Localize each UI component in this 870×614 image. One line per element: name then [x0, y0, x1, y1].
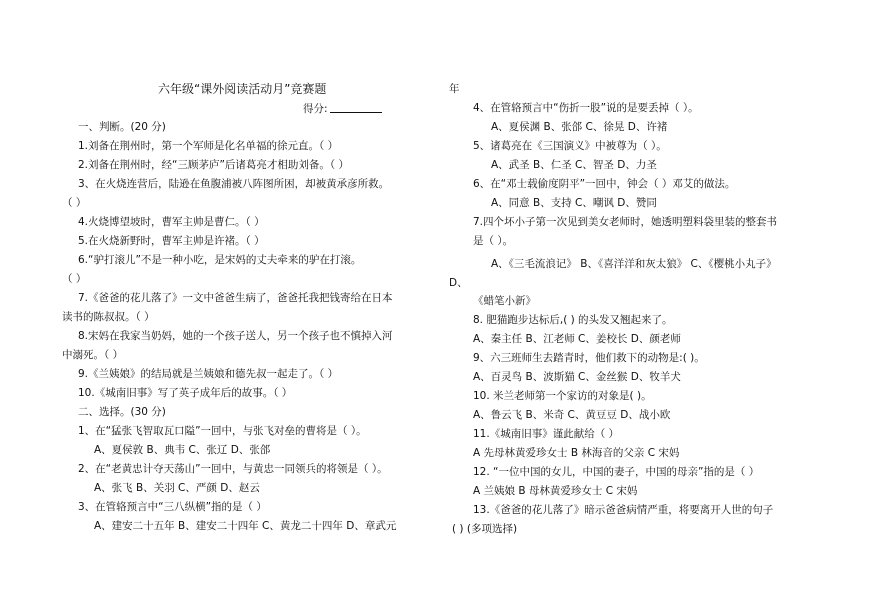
section1-line: 9.《兰姨娘》的结局就是兰姨娘和德先叔一起走了。（ ） [78, 368, 339, 380]
year-fragment: 年 [449, 83, 460, 95]
section2-heading: 二、选择。(30 分) [78, 406, 166, 418]
section2-line: A、建安二十五年 B、建安二十四年 C、黄龙二十四年 D、章武元 [94, 520, 397, 532]
score-blank [330, 101, 382, 113]
section2-line: A、张飞 B、关羽 C、严颜 D、赵云 [94, 482, 260, 494]
right-line: 6、在“邓士载偷度阴平”一回中，钟会（ ）邓艾的做法。 [473, 178, 736, 190]
right-line: 是（ ）。 [473, 235, 514, 247]
section1-line: 中溺死。（ ） [62, 349, 124, 361]
section1-line: 7.《爸爸的花儿落了》一文中爸爸生病了，爸爸托我把钱寄给在日本 [78, 292, 393, 304]
right-line: D、 [449, 277, 468, 289]
section1-line: 3、在火烧连营后，陆逊在鱼腹浦被八阵图所困，却被黄承彦所救。 [78, 178, 390, 190]
section1-line: 10.《城南旧事》写了英子成年后的故事。（ ） [78, 387, 293, 399]
section1-line: 4.火烧博望坡时，曹军主帅是曹仁。（ ） [78, 216, 265, 228]
score-field [303, 101, 382, 116]
page-title: 六年级“课外阅读活动月”竞赛题 [158, 82, 327, 96]
section2-line: 1、在“猛张飞智取瓦口隘”一回中，与张飞对垒的曹将是（ ）。 [78, 425, 367, 437]
section1-line: 5.在火烧新野时，曹军主帅是许褚。（ ） [78, 235, 265, 247]
right-line: A 先母林黄爱珍女士 B 林海音的父亲 C 宋妈 [473, 447, 680, 459]
right-line: A、《三毛流浪记》 B、《喜洋洋和灰太狼》 C、《樱桃小丸子》 [491, 258, 777, 270]
right-line: A、秦主任 B、江老师 C、姜校长 D、颜老师 [473, 333, 681, 345]
section1-line: 读书的陈叔叔。（ ） [62, 311, 155, 323]
right-line: A、同意 B、支持 C、嘲讽 D、赞同 [491, 197, 657, 209]
right-line: A、鲁云飞 B、米奇 C、黄豆豆 D、战小欧 [473, 409, 671, 421]
right-line: A、夏侯渊 B、张郃 C、徐晃 D、许褚 [491, 121, 668, 133]
section1-line: 2.刘备在荆州时，经“三顾茅庐”后诸葛亮才相助刘备。（ ） [78, 159, 349, 171]
right-line: A、百灵鸟 B、波斯猫 C、金丝猴 D、牧羊犬 [473, 371, 681, 383]
score-label: 得分: [303, 103, 328, 115]
section1-heading: 一、判断。(20 分) [78, 121, 166, 133]
section1-line: （ ） [62, 197, 87, 209]
right-line: 11.《城南旧事》谨此献给（ ） [473, 428, 620, 440]
section1-line: 1.刘备在荆州时，第一个军师是化名单福的徐元直。（ ） [78, 140, 339, 152]
right-line: 12. “一位中国的女儿，中国的妻子，中国的母亲”指的是（ ） [473, 466, 760, 478]
right-line: A 兰姨娘 B 母林黄爱珍女士 C 宋妈 [473, 485, 638, 497]
right-line: 8. 肥猫跑步达标后,( ) 的头发又翘起来了。 [473, 314, 673, 326]
right-line: 《蜡笔小新》 [473, 295, 536, 307]
right-line: 7.四个坏小子第一次见到美女老师时，她透明塑料袋里装的整套书 [473, 216, 778, 228]
right-line: 9、六三班师生去踏青时，他们救下的动物是:( )。 [473, 352, 705, 364]
section1-line: （ ） [62, 273, 87, 285]
right-line: 5、诸葛亮在《三国演义》中被尊为（ ）。 [473, 140, 667, 152]
right-line: 10. 米兰老师第一个家访的对象是( )。 [473, 390, 652, 402]
section2-line: 3、在管辂预言中“三八纵横”指的是（ ） [78, 501, 267, 513]
right-line: A、武圣 B、仁圣 C、智圣 D、力圣 [491, 159, 657, 171]
section1-line: 8.宋妈在我家当奶妈，她的一个孩子送人，另一个孩子也不慎掉入河 [78, 330, 393, 342]
right-line: 4、在管辂预言中“伤折一股”说的是要丢掉（ ）。 [473, 102, 699, 114]
section1-line: 6.“驴打滚儿”不是一种小吃，是宋妈的丈夫牵来的驴在打滚。 [78, 254, 362, 266]
right-line: 13.《爸爸的花儿落了》暗示爸爸病情严重，将要离开人世的句子 [473, 504, 774, 516]
section2-line: A、夏侯敦 B、典韦 C、张辽 D、张郃 [94, 444, 271, 456]
section2-line: 2、在“老黄忠计夺天荡山”一回中，与黄忠一同领兵的将领是（ ）。 [78, 463, 388, 475]
right-line: ( ) (多项选择) [452, 523, 518, 535]
